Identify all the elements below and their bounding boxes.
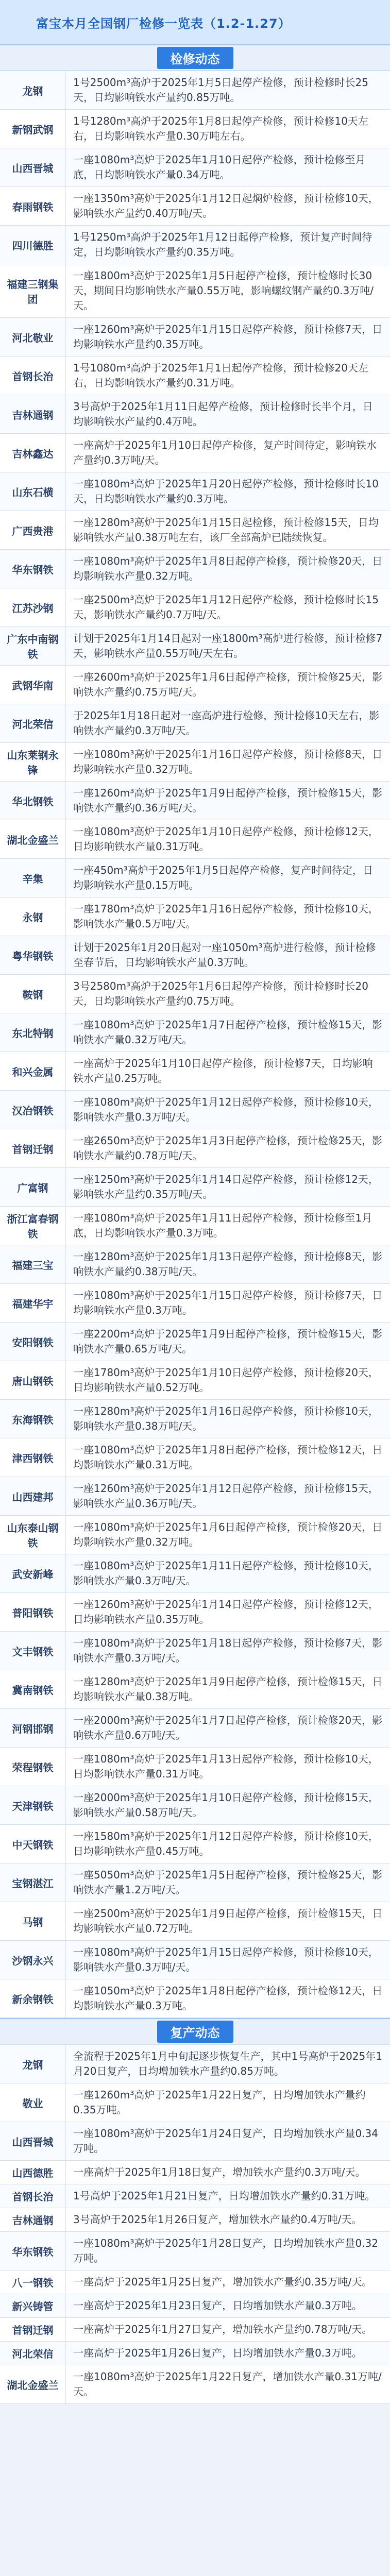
- maintenance-description: 一座1080m³高炉于2025年1月13日起停产检修，预计检修10天，日均影响铁水产量0.31万吨。: [73, 1753, 379, 1780]
- maintenance-description: 一座1280m³高炉于2025年1月9日起停产检修，预计检修15天，日均影响铁水产量0.38万吨。: [73, 1675, 383, 1703]
- table-row: [0, 318, 390, 357]
- maintenance-description: 一座1080m³高炉于2025年1月16日起停产检修，预计检修8天，日均影响铁水产量0.32万吨。: [73, 748, 383, 775]
- company-name: 湖北金盛兰: [0, 2365, 66, 2403]
- company-name: 敬业: [0, 2083, 66, 2122]
- maintenance-description: 一座1280m³高炉于2025年1月16日起停产检修，预计检修10天，影响铁水产量0.38万吨/天。: [73, 1405, 379, 1432]
- maintenance-description: 3号2580m³高炉于2025年1月6日起停产检修，预计检修时长20天，日均影响铁水产量约0.75万吨。: [73, 980, 368, 1007]
- maintenance-description: 一座1250m³高炉于2025年1月14日起停产检修，预计检修12天，影响铁水产量约0.35万吨/天。: [73, 1173, 379, 1200]
- table-row: [0, 1902, 390, 1941]
- maintenance-description: 1号2500m³高炉于2025年1月5日起停产检修，预计检修时长25天，日均影响铁水产量约0.85万吨。: [73, 76, 368, 104]
- maintenance-description: 3号高炉于2025年1月26日复产，增加铁水产量约0.4万吨/天。: [73, 2213, 362, 2226]
- maintenance-description: 一座高炉于2025年1月25日复产，增加铁水产量约0.35万吨/天。: [73, 2276, 372, 2288]
- maintenance-description: 一座高炉于2025年1月10日起停产检修，预计检修7天，日均影响铁水产量0.25万吨。: [73, 1057, 373, 1084]
- table-row: [0, 1825, 390, 1863]
- table-row: [0, 2270, 390, 2294]
- maintenance-description: 3号高炉于2025年1月11日起停产检修，预计检修时长半个月，日均影响铁水产量约0.4万吨。: [73, 400, 373, 428]
- maintenance-description: 一座1260m³高炉于2025年1月22日复产，日均增加铁水产量约0.35万吨。: [73, 2089, 366, 2116]
- table-row: [0, 264, 390, 318]
- maintenance-description: 一座1080m³高炉于2025年1月24日复产，日均增加铁水产量0.34万吨。: [73, 2127, 379, 2155]
- table-row: [0, 666, 390, 704]
- table-row: [0, 1979, 390, 2018]
- table-row: [0, 2208, 390, 2232]
- company-name: 永钢: [0, 897, 66, 936]
- table-row: [0, 226, 390, 264]
- table-row: [0, 1786, 390, 1825]
- table-row: [0, 2294, 390, 2318]
- table-row: [0, 1129, 390, 1168]
- table-row: [0, 2232, 390, 2270]
- maintenance-description: 一座1080m³高炉于2025年1月10日起停产检修，预计检修12天，日均影响铁水产量0.31万吨。: [73, 825, 379, 853]
- company-name: 普阳钢铁: [0, 1593, 66, 1631]
- company-name: 山西建邦: [0, 1477, 66, 1515]
- company-name: 新余钢铁: [0, 1979, 66, 2018]
- company-name: 山东莱钢永锋: [0, 743, 66, 781]
- table-row: [0, 187, 390, 226]
- section-header: [0, 2018, 390, 2044]
- table-row: [0, 2161, 390, 2184]
- maintenance-description: 一座1280m³高炉于2025年1月13日起停产检修，预计检修8天，影响铁水产量约0.38万吨/天。: [73, 1250, 383, 1278]
- company-name: 新兴铸管: [0, 2294, 66, 2317]
- company-name: 鞍钢: [0, 975, 66, 1013]
- company-name: 山西晋城: [0, 148, 66, 187]
- company-name: 吉林通钢: [0, 395, 66, 433]
- table-row: [0, 704, 390, 743]
- table-row: [0, 1052, 390, 1091]
- maintenance-description: 一座2200m³高炉于2025年1月9日起停产检修，预计检修15天，影响铁水产量0.65万吨/天。: [73, 1328, 383, 1355]
- company-name: 东北特钢: [0, 1013, 66, 1052]
- table-row: [0, 820, 390, 859]
- maintenance-description: 一座高炉于2025年1月23日复产，日均增加铁水产量0.3万吨。: [73, 2299, 362, 2312]
- maintenance-description: 一座1580m³高炉于2025年1月12日起停产检修，预计检修10天，日均影响铁水产量0.45万吨。: [73, 1830, 379, 1857]
- company-name: 首钢迁钢: [0, 1129, 66, 1167]
- footer-space: [0, 2404, 390, 2425]
- company-name: 龙钢: [0, 2045, 66, 2083]
- maintenance-description: 一座1080m³高炉于2025年1月6日起停产检修，预计检修20天，日均影响铁水产量0.32万吨。: [73, 1521, 383, 1548]
- table-row: [0, 395, 390, 434]
- company-name: 春雨钢铁: [0, 187, 66, 225]
- table-row: [0, 357, 390, 395]
- company-name: 粤华钢铁: [0, 936, 66, 974]
- company-name: 广东中南钢铁: [0, 627, 66, 665]
- table-row: [0, 1516, 390, 1554]
- table-row: [0, 627, 390, 666]
- maintenance-description: 一座1800m³高炉于2025年1月5日起停产检修，预计检修时长30天，期间日均影响铁水产量0.55万吨，影响螺纹钢产量约0.3万吨/天。: [73, 269, 374, 312]
- company-name: 辛集: [0, 859, 66, 897]
- maintenance-description: 一座1080m³高炉于2025年1月15日起停产检修，预计检修7天，日均影响铁水产量0.3万吨。: [73, 1289, 383, 1316]
- table-row: [0, 1632, 390, 1670]
- company-name: 沙钢永兴: [0, 1941, 66, 1979]
- company-name: 和兴金属: [0, 1052, 66, 1090]
- maintenance-description: 一座1080m³高炉于2025年1月10日起停产检修，预计检修至月底，日均影响铁水产量0.34万吨。: [73, 154, 366, 181]
- section-header: [0, 44, 390, 71]
- company-name: 龙钢: [0, 71, 66, 109]
- company-name: 首钢长治: [0, 2184, 66, 2208]
- company-name: 河北荣信: [0, 2342, 66, 2365]
- maintenance-description: 一座高炉于2025年1月10日起停产检修，复产时间待定，影响铁水产量约0.3万吨/天。: [73, 439, 377, 466]
- table-row: [0, 472, 390, 511]
- table-row: [0, 1400, 390, 1438]
- table-row: [0, 1748, 390, 1786]
- table-row: [0, 2045, 390, 2083]
- table-row: [0, 2318, 390, 2342]
- table-row: [0, 975, 390, 1013]
- title-bar: [0, 0, 390, 44]
- maintenance-description: 一座2500m³高炉于2025年1月9日起停产检修，预计检修15天，日均影响铁水产量0.72万吨。: [73, 1907, 383, 1935]
- maintenance-description: 一座2600m³高炉于2025年1月6日起停产检修，预计检修25天，影响铁水产量约0.75万吨/天。: [73, 671, 383, 698]
- table: [0, 2044, 390, 2404]
- maintenance-description: 一座1080m³高炉于2025年1月11日起停产检修，预计检修10天，影响铁水产量0.3万吨/天。: [73, 1560, 379, 1587]
- table-row: [0, 1670, 390, 1709]
- table-row: [0, 1091, 390, 1129]
- maintenance-description: 一座1080m³高炉于2025年1月15日起停产检修，预计检修10天，影响铁水产量0.3万吨/天。: [73, 1946, 379, 1973]
- company-name: 首钢长治: [0, 357, 66, 395]
- maintenance-description: 计划于2025年1月14日起对一座1800m³高炉进行检修，预计检修7天，影响铁水产量0.55万吨/天左右。: [73, 632, 383, 659]
- company-name: 江苏沙钢: [0, 588, 66, 626]
- table-row: [0, 1013, 390, 1052]
- company-name: 八一钢铁: [0, 2270, 66, 2294]
- table-row: [0, 1361, 390, 1400]
- maintenance-description: 一座2500m³高炉于2025年1月12日起停产检修，预计检修时长15天，影响铁水产量约0.7万吨/天。: [73, 594, 379, 621]
- table: [0, 71, 390, 2018]
- company-name: 武安新峰: [0, 1554, 66, 1592]
- table-row: [0, 743, 390, 782]
- company-name: 福建三宝: [0, 1245, 66, 1283]
- company-name: 华东钢铁: [0, 2232, 66, 2270]
- table-row: [0, 859, 390, 897]
- maintenance-description: 一座1260m³高炉于2025年1月12日起停产检修，预计检修15天，影响铁水产量0.36万吨/天。: [73, 1482, 379, 1510]
- company-name: 福建华宇: [0, 1284, 66, 1322]
- company-name: 山西晋城: [0, 2122, 66, 2160]
- section-title: 检修动态: [157, 47, 233, 69]
- company-name: 新钢武钢: [0, 110, 66, 148]
- table-row: [0, 434, 390, 472]
- maintenance-description: 一座1080m³高炉于2025年1月20日起停产检修，预计检修时长10天，日均影响铁水产量约0.3万吨。: [73, 478, 379, 505]
- table-row: [0, 897, 390, 936]
- company-name: 荣程钢铁: [0, 1748, 66, 1786]
- table-row: [0, 1284, 390, 1323]
- company-name: 汉冶钢铁: [0, 1091, 66, 1129]
- company-name: 福建三钢集团: [0, 264, 66, 317]
- maintenance-description: 一座2000m³高炉于2025年1月10日起停产检修，预计检修15天，影响铁水产量0.58万吨/天。: [73, 1791, 379, 1819]
- maintenance-description: 一座高炉于2025年1月26日复产，日均增加铁水产量0.3万吨。: [73, 2347, 362, 2359]
- maintenance-description: 一座1080m³高炉于2025年1月11日起停产检修，预计检修至1月底，日均影响铁水产量0.3万吨。: [73, 1212, 372, 1239]
- table-row: [0, 782, 390, 820]
- maintenance-description: 于2025年1月18日起对一座高炉进行检修，预计检修10天左右，影响铁水产量约0.3万吨/天。: [73, 709, 380, 737]
- maintenance-description: 一座2000m³高炉于2025年1月7日起停产检修，预计检修20天，影响铁水产量0.6万吨/天。: [73, 1714, 383, 1741]
- company-name: 马钢: [0, 1902, 66, 1940]
- company-name: 河钢邯钢: [0, 1709, 66, 1747]
- company-name: 文丰钢铁: [0, 1632, 66, 1670]
- company-name: 山东石横: [0, 472, 66, 511]
- maintenance-description: 一座2650m³高炉于2025年1月3日起停产检修，预计检修25天，影响铁水产量约0.78万吨/天。: [73, 1134, 383, 1162]
- maintenance-description: 一座1780m³高炉于2025年1月10日起停产检修，预计检修20天，日均影响铁水产量0.52万吨。: [73, 1366, 379, 1394]
- company-name: 四川德胜: [0, 226, 66, 264]
- maintenance-description: 全流程于2025年1月中旬起逐步恢复生产，其中1号高炉于2025年1月20日复产，日均增加铁水产量约0.85万吨。: [73, 2050, 382, 2077]
- maintenance-description: 一座1080m³高炉于2025年1月8日起停产检修，预计检修12天，日均影响铁水产量0.31万吨。: [73, 1444, 383, 1471]
- maintenance-description: 一座1080m³高炉于2025年1月18日起停产检修，预计检修7天，影响铁水产量0.3万吨/天。: [73, 1637, 383, 1664]
- company-name: 湖北金盛兰: [0, 820, 66, 858]
- maintenance-description: 一座450m³高炉于2025年1月5日起停产检修，复产时间待定，日均影响铁水产量0.15万吨。: [73, 864, 374, 891]
- maintenance-description: 一座1050m³高炉于2025年1月8日起停产检修，预计检修12天，日均影响铁水产量0.3万吨。: [73, 1985, 383, 2012]
- table-row: [0, 1168, 390, 1207]
- maintenance-description: 一座1080m³高炉于2025年1月12日起停产检修，预计检修10天，影响铁水产量0.3万吨/天。: [73, 1096, 379, 1123]
- company-name: 华北钢铁: [0, 782, 66, 820]
- table-row: [0, 1554, 390, 1593]
- table-row: [0, 936, 390, 975]
- maintenance-description: 一座1080m³高炉于2025年1月8日起停产检修，预计检修20天，日均影响铁水产量0.32万吨。: [73, 555, 383, 582]
- section-title: 复产动态: [157, 2021, 233, 2043]
- maintenance-description: 一座1260m³高炉于2025年1月9日起停产检修，预计检修15天，影响铁水产量约0.36万吨/天。: [73, 787, 383, 814]
- table-row: [0, 148, 390, 187]
- table-row: [0, 1941, 390, 1979]
- company-name: 山东泰山钢铁: [0, 1516, 66, 1554]
- company-name: 首钢迁钢: [0, 2318, 66, 2341]
- sections-container: [0, 44, 390, 2404]
- table-row: [0, 550, 390, 588]
- company-name: 山西德胜: [0, 2161, 66, 2184]
- table-row: [0, 1323, 390, 1361]
- company-name: 广富钢: [0, 1168, 66, 1206]
- company-name: 吉林通钢: [0, 2208, 66, 2231]
- maintenance-description: 1号1280m³高炉于2025年1月8日起停产检修，预计检修10天左右，日均影响铁水产量0.30万吨左右。: [73, 115, 368, 142]
- table-row: [0, 2342, 390, 2365]
- table-row: [0, 2083, 390, 2122]
- company-name: 中天钢铁: [0, 1825, 66, 1863]
- table-row: [0, 110, 390, 148]
- maintenance-description: 一座1080m³高炉于2025年1月7日起停产检修，预计检修15天，影响铁水产量0.32万吨/天。: [73, 1019, 383, 1046]
- maintenance-description: 一座1350m³高炉于2025年1月12日起焖炉检修，预计检修10天，影响铁水产量约0.40万吨/天。: [73, 192, 379, 219]
- maintenance-description: 1号1080m³高炉于2025年1月1日起停产检修，预计检修20天左右，日均影响铁水产量约0.31万吨。: [73, 362, 368, 389]
- company-name: 冀南钢铁: [0, 1670, 66, 1708]
- company-name: 东海钢铁: [0, 1400, 66, 1438]
- table-row: [0, 2365, 390, 2404]
- company-name: 广西贵港: [0, 511, 66, 549]
- table-row: [0, 1438, 390, 1477]
- table-row: [0, 2184, 390, 2208]
- maintenance-description: 1号高炉于2025年1月21日复产，日均增加铁水产量约0.31万吨。: [73, 2190, 376, 2202]
- company-name: 河北荣信: [0, 704, 66, 742]
- company-name: 华东钢铁: [0, 550, 66, 588]
- table-row: [0, 1709, 390, 1748]
- company-name: 唐山钢铁: [0, 1361, 66, 1399]
- table-row: [0, 1245, 390, 1284]
- maintenance-description: 一座1080m³高炉于2025年1月22日复产，增加铁水产量0.31万吨/天。: [73, 2370, 382, 2398]
- company-name: 吉林鑫达: [0, 434, 66, 472]
- table-row: [0, 1593, 390, 1632]
- maintenance-description: 一座5050m³高炉于2025年1月5日起停产检修，预计检修25天，影响铁水产量1.2万吨/天。: [73, 1869, 383, 1896]
- maintenance-description: 一座1260m³高炉于2025年1月14日起停产检修，预计检修12天，日均影响铁水产量0.35万吨。: [73, 1598, 379, 1625]
- company-name: 津西钢铁: [0, 1438, 66, 1477]
- maintenance-description: 一座1260m³高炉于2025年1月15日起停产检修，预计检修7天，日均影响铁水产量约0.35万吨。: [73, 323, 383, 350]
- table-row: [0, 1477, 390, 1516]
- company-name: 河北敬业: [0, 318, 66, 356]
- table-row: [0, 511, 390, 550]
- table-row: [0, 1863, 390, 1902]
- maintenance-description: 1号1250m³高炉于2025年1月12日起停产检修，预计复产时间待定，日均影响铁水产量约0.35万吨。: [73, 231, 372, 258]
- maintenance-description: 一座1080m³高炉于2025年1月28日复产，日均增加铁水产量0.32万吨。: [73, 2237, 379, 2264]
- maintenance-description: 一座1780m³高炉于2025年1月16日起停产检修，预计检修10天，影响铁水产量0.5万吨/天。: [73, 903, 379, 930]
- maintenance-description: 计划于2025年1月20日起对一座1050m³高炉进行检修，预计检修至春节后，日均影响铁水产量0.3万吨。: [73, 941, 376, 969]
- table-row: [0, 2122, 390, 2161]
- page-title: 富宝本月全国钢厂检修一览表（1.2-1.27）: [36, 16, 291, 31]
- table-row: [0, 71, 390, 110]
- company-name: 浙江富春钢铁: [0, 1207, 66, 1245]
- maintenance-description: 一座1280m³高炉于2025年1月15日起检修，预计检修15天，日均影响铁水产量0.38万吨左右，该厂全部高炉已陆续恢复。: [73, 516, 379, 544]
- company-name: 武钢华南: [0, 666, 66, 704]
- company-name: 宝钢湛江: [0, 1863, 66, 1902]
- company-name: 天津钢铁: [0, 1786, 66, 1824]
- table-row: [0, 1207, 390, 1245]
- maintenance-description: 一座高炉于2025年1月27日复产，增加铁水产量约0.78万吨/天。: [73, 2323, 372, 2335]
- company-name: 安阳钢铁: [0, 1323, 66, 1361]
- maintenance-description: 一座高炉于2025年1月18日复产，增加铁水产量约0.3万吨/天。: [73, 2166, 366, 2178]
- table-row: [0, 588, 390, 627]
